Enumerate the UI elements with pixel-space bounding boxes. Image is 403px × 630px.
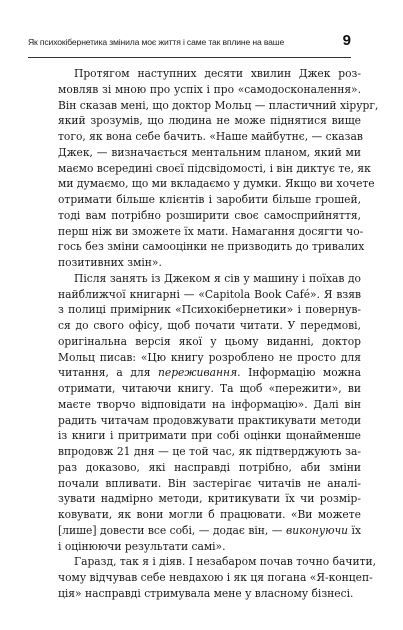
text-line: [58, 66, 361, 82]
text-line: [58, 554, 377, 570]
text-line: [58, 365, 361, 381]
text-segment: ковувати, як вони могли б працювати. «Ви можете: [58, 508, 361, 521]
text-segment: оригінальна версія якої у цьому виданні, доктор: [58, 334, 361, 348]
text-line: [58, 397, 361, 413]
text-segment: із книги і притримати при собі оцінки щонайменше: [58, 429, 361, 443]
text-segment: впродовж 21 дня — це той час, як підтверджують за-: [58, 445, 361, 458]
text-segment: мовляв зі мною про успіх і про «самодосконалення».: [58, 82, 361, 96]
text-line: [58, 539, 361, 555]
running-header: [28, 31, 351, 58]
text-line: [58, 161, 371, 177]
text-line: [58, 208, 361, 224]
text-segment: Він сказав мені, що доктор Мольц — пластичний хірург,: [58, 98, 379, 112]
text-segment: Джек, — визначається ментальним планом, який ми: [58, 145, 361, 159]
text-line: [58, 271, 361, 287]
text-segment: маємо всередині своєї підсвідомості, і він диктує те, як: [58, 161, 371, 175]
text-segment: Протягом наступних десяти хвилин Джек роз-: [74, 67, 361, 80]
text-segment: і оцінюючи результати самі».: [58, 539, 226, 553]
text-segment: чому відчував себе невдахою і як ця погана «Я-концеп-: [58, 571, 373, 584]
italic-text: виконуючи: [285, 523, 349, 537]
text-line: [58, 176, 375, 192]
text-line: [58, 82, 361, 98]
text-segment: того, як вона себе бачить. «Наше майбутнє, — сказав: [58, 130, 363, 143]
text-segment: тоді вам потрібно розширити своє самосприйняття,: [58, 208, 361, 222]
text-line: [58, 113, 361, 129]
text-line: [58, 491, 361, 507]
text-line: [58, 334, 361, 350]
running-title: Як психокібернетика змінила моє життя і саме так вплине на ваше: [28, 37, 285, 47]
text-line: [58, 287, 361, 303]
text-segment: позитивних змін».: [58, 256, 162, 269]
text-segment: почали впливати. Він застерігає читачів не аналі-: [58, 476, 361, 490]
text-segment: Гаразд, так я і діяв. І незабаром почав точно бачити,: [74, 555, 377, 569]
text-segment: який зрозумів, що людина не може піднятися вище: [58, 114, 361, 128]
text-line: [58, 192, 361, 208]
text-line: [58, 145, 361, 161]
text-line: [58, 586, 361, 602]
text-line: [58, 129, 361, 145]
text-segment: ми думаємо, що ми вкладаємо у думки. Якщо ви хочете: [58, 177, 375, 191]
text-line: [58, 98, 379, 114]
text-line: [58, 570, 373, 586]
text-segment: ся до свого офісу, щоб почати читати. У передмові,: [58, 319, 361, 332]
text-segment: читання, а для: [58, 366, 158, 380]
text-line: [58, 476, 361, 492]
paragraph: [58, 271, 361, 555]
text-line: [58, 350, 361, 366]
paragraph: [58, 554, 377, 601]
body-text: [58, 66, 379, 602]
text-line: [58, 413, 361, 429]
text-line: [58, 428, 361, 444]
text-segment: з полиці примірник «Психокібернетики» і повернув-: [58, 303, 361, 317]
text-segment: отримати, читаючи книгу. Та щоб «пережити», ви: [58, 382, 361, 395]
text-line: [58, 507, 361, 523]
text-segment: гось без зміни самооцінки не призводить до тривалих: [58, 240, 365, 254]
text-segment: перш ніж ви зможете їх мати. Намагання досягти чо-: [58, 224, 364, 238]
text-segment: [лише] довести все собі, — додає він, —: [58, 523, 286, 537]
text-segment: ція» насправді стримувала мене у власному бізнесі.: [58, 586, 354, 600]
text-segment: Після занять із Джеком я сів у машину і поїхав до: [74, 271, 361, 285]
text-line: [58, 381, 361, 397]
text-segment: Мольц писав: «Цю книгу розроблено не просто для: [58, 350, 361, 364]
text-segment: найближчої книгарні — «Capitola Book Café». Я взяв: [58, 287, 361, 301]
text-segment: маєте творчо відповідати на інформацію». Далі він: [58, 397, 361, 411]
italic-text: переживання: [158, 366, 238, 380]
text-segment: їх: [348, 523, 361, 537]
text-segment: отримати більше клієнтів і заробити більше грошей,: [58, 193, 361, 206]
text-segment: . Інформацію можна: [237, 366, 361, 380]
text-line: [58, 523, 361, 539]
text-line: [58, 460, 361, 476]
text-segment: раз доказово, які насправді потрібно, аби зміни: [58, 460, 361, 474]
text-line: [58, 444, 361, 460]
paragraph: [58, 66, 379, 271]
page-number: 9: [342, 32, 351, 49]
text-line: [58, 255, 361, 271]
text-line: [58, 302, 361, 318]
text-line: [58, 224, 364, 240]
text-segment: радить читачам продовжувати практикувати методи: [58, 413, 361, 427]
text-segment: зувати надмірно методи, критикувати їх чи розмір-: [58, 492, 361, 506]
text-line: [58, 318, 361, 334]
text-line: [58, 239, 365, 255]
